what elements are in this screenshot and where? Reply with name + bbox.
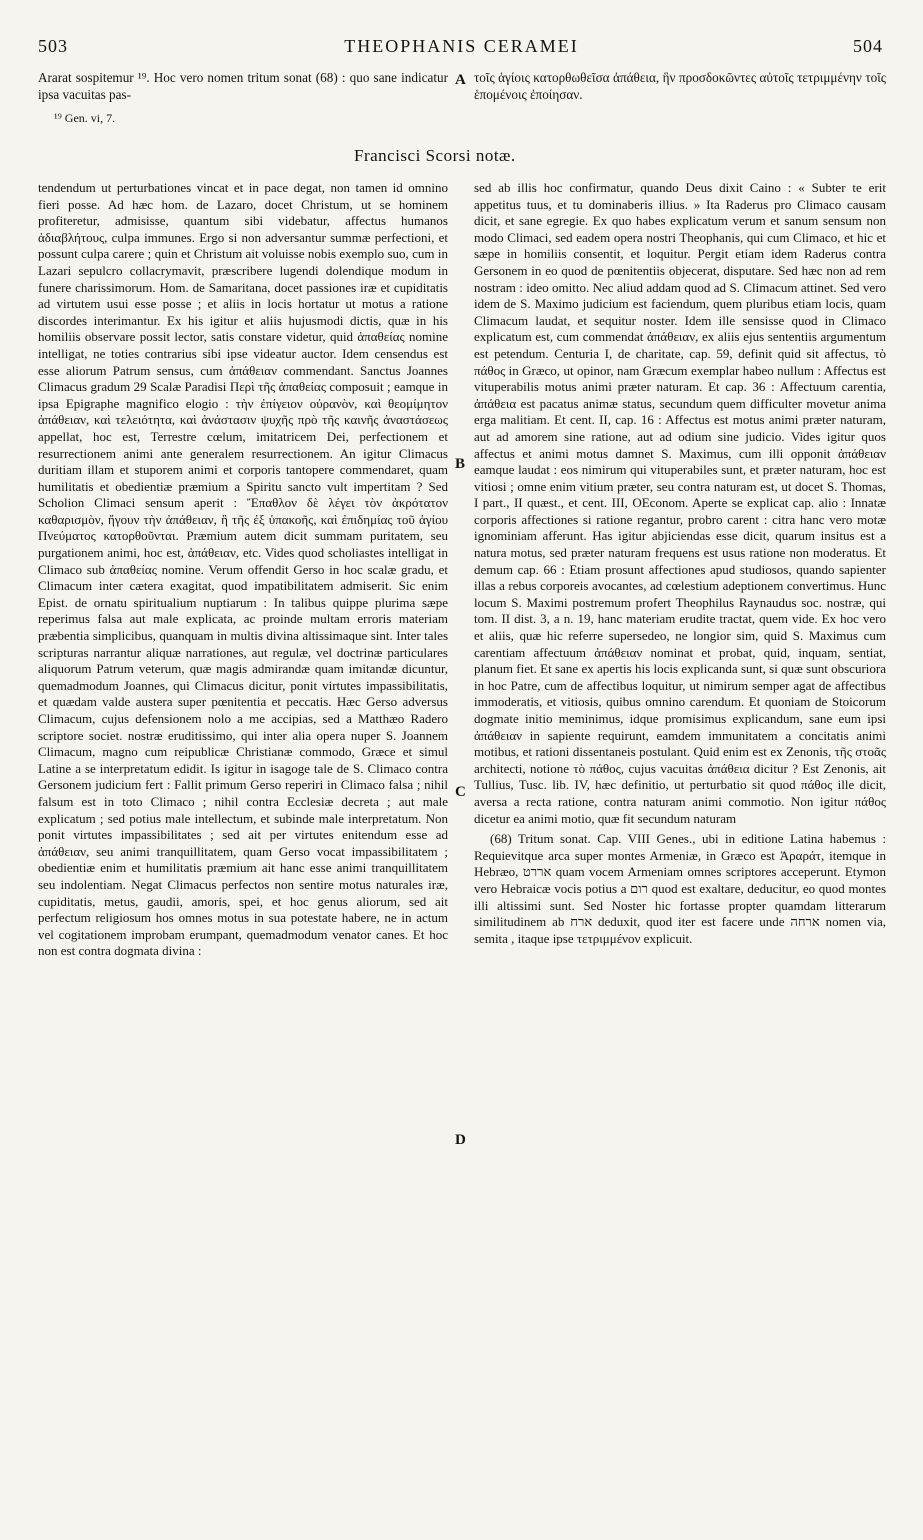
- margin-mark-a: A: [455, 72, 466, 88]
- margin-mark-b: B: [455, 456, 466, 472]
- notes-right-text: sed ab illis hoc confirmatur, quando Deus dixit Caino : « Subter te erit appetitus tuus, et tu dominaberis illius. » Ita Raderus pro Climaco causam dicit, et sane egregie. Ex quo habes explicatum verum et sanum sensum non modo Climaci, sed eadem opera nostri Theophanis, qui cum Climaco, et hic et sæpe in homiliis consentit, et loquitur. Pergit etiam idem Raderus contra Gersonem in eo quod de pœnitentiis objecerat, disputare. Sed hæc non ad rem nostram : ideo omitto. Nec aliud addam quod ad S. Climacum attinet. Sed vero idem de S. Maximo judicium est faciendum, quem pluribus etiam locis, quam Climacum laudat, et sequitur noster. Idem ille sensisse quod in Climaco explicatum est, cum commendat ἀπάθειαν, ex aliis ejus sententiis argumentum est petendum. Centuria I, de charitate, cap. 59, definit quid sit affectus, τὸ πάθος in Græco, ut opinor, nam Græcum exemplar habeo nullum : Affectus est vituperabilis motus animi præter naturam. Et cap. 36 : Affectuum carentia, ἀπάθεια est pacatus animæ status, secundum quem difficulter movetur anima erga malitiam. Et cent. II, cap. 16 : Affectus est motus animi præter naturam, aut ad amorem sine ratione, aut ad odium sine judicio. Vides igitur quos affectus et animi motus damnet S. Maximus, cum illi opponit ἀπάθειαν eamque laudat : eos nimirum qui vituperabiles sunt, et præter naturam, hoc est vitiosi ; omne enim vitium præter, seu contra naturam est, ut docet S. Thomas, I part., II quæst., et cent. III, OEconom. Aperte se explicat cap. alio : Innatæ corporis affectiones si ratione regantur, probro carent : citra hanc vero motæ ignominiam afferunt. Has igitur abjiciendas esse dicit, quarum insitus est a natura motus, sed præter naturam frequens est usus ratione non moderatus. Et demum cap. 66 : Etiam prosunt affectiones apud studiosos, quando sapienter illas a rebus corporeis avocantes, ad cœlestium adeptionem convertimus. Hunc locum S. Maximi postremum profert Theophilus Raynaudus soc. nostræ, qui tom. II dist. 3, a n. 19, hanc materiam erudite tractat, quem vide. Ex hoc vero et aliis, quæ hic referre supersedeo, ne longior sim, quid S. Maximus cum carentiam affectuum ἀπάθειαν nominat et probat, quid, inquam, sentiat, planum fiet. Et sane ex apertis his locis explicanda sunt, si quæ sunt obscuriora in hoc Patre, cum de affectibus loquitur, ut nimirum semper agat de affectibus immoderatis, et vitiosis, quibus omnino carendum. Et quoniam de Stoicorum dogmate initio meminimus, idque promisimus explicandum, sane eum ipsi ἀπάθειαν in sapiente requirunt, eamdem immunitatem a concitatis animi motibus, et rationi dissentaneis postulant. Quid enim est ex Zenonis, τῆς στοᾶς architecti, notione τὸ πάθος, cujus vacuitas ἀπάθεια dicitur ? Est Zenonis, ait Tullius, Tusc. lib. IV, hæc definitio, ut perturbatio sit quod πάθος ille dicit, aversa a recta ratione, contra naturam animi commotio. Non igitur πάθος dicetur ea animi motio, quæ fit secundum naturam: [474, 180, 886, 826]
- top-right-greek-text: τοῖς ἁγίοις κατορθωθεῖσα ἀπάθεια, ἣν προσδοκῶντες αὐτοῖς τετριμμένην τοῖς ἑπομένοις ἐποίησαν.: [474, 70, 886, 102]
- top-right-text-block: [474, 70, 886, 104]
- top-left-text: Ararat sospitemur ¹⁹. Hoc vero nomen tritum sonat (68) : quo sane indicatur ipsa vacuitas pas-: [38, 70, 448, 102]
- margin-mark-d: D: [455, 1132, 466, 1148]
- footnote-19: ¹⁹ Gen. vi, 7.: [54, 110, 116, 125]
- running-title: THEOPHANIS CERAMEI: [344, 36, 579, 56]
- page-number-left: 503: [38, 36, 68, 56]
- notes-left-text: tendendum ut perturbationes vincat et in pace degat, non tamen id omnino fieri posse. Ad hæc hom. de Lazaro, docet Christum, ut se hominem profiteretur, admisisse, quantum sibi videbatur, affectus humanos ἀδιαβλήτους, culpa immunes. Ergo si non adversantur summæ perfectioni, et possunt culpa carere ; quin et Christum ait voluisse nobis exemplo suo, cum in Lazari sepulcro collacrymavit, præscribere lugendi dolendique modum in funere charissimorum. Hom. de Samaritana, docet passiones iræ et cupiditatis ad virtutem usui esse posse ; et aliis in locis hortatur ut motus a ratione discordes interimantur. Ex his igitur et aliis hujusmodi dictis, quæ in his homiliis observare possit lector, satis constare videtur, quid ἀπαθείας nomine intelligat, ne toties contrarius sibi ipse videatur auctor. Idem censendus est esse aliorum Patrum sensus, cum ἀπάθειαν commendant. Sanctus Joannes Climacus gradum 29 Scalæ Paradisi Περὶ τῆς ἀπαθείας composuit ; eamque in ipsa Epigraphe magnifico elogio : τὴν ἐπίγειον οὐρανὸν, καὶ θεομίμητον ἀπάθειαν, καὶ τελειότητα, καὶ ἀνάστασιν ψυχῆς πρὸ τῆς καινῆς ἀναστάσεως appellat, hoc est, Terrestre cœlum, imitatricem Dei, perfectionem et resurrectionem animi ante generalem resurrectionem. An igitur Climacus duritiam illam et stuporem animi et corporis tantopere commendaret, quam humilitatis et obedientiæ præmium a Spiritu sancto vult impertitam ? Sed Scholion Climaci sensum aperit : Ἔπαθλον δὲ λέγει τὸν ἀκρότατον καθαρισμὸν, ἤγουν τὴν ἀπάθειαν, ἣ τῆς ἐξ ὑπακοῆς, καὶ ἐπιδημίας τοῦ ἁγίου Πνεύματος κατορθοῦνται. Præmium autem dicit summam puritatem, seu purgationem animi, hoc est, ἀπάθειαν, etc. Vides quod scholiastes intelligat in Climaco sub ἀπαθείας nomine. Verum offendit Gerso in hoc scalæ gradu, et Climacum inter cætera exagitat, quod impatibilitatem admiserit. Sic enim Epist. de ornatu spiritualium nuptiarum : In talibus quippe plurima sæpe reperimus falsa aut male explicata, ac proinde multam erroris materiam præbentia simplicibus, quanquam in multis divina altissimaque sint. Inter tales scripturas narrantur aliquæ narrationes, aut regulæ, vel doctrinæ particulares aliquorum Patrum veterum, quæ magis admirandæ quam imitandæ dicuntur, quemadmodum Joannes, qui Climacus dicitur, ponit virtutes impassibilitatis, et quædam valde austera super pœnitentia et peccatis. Hæc Gerso adversus Climacum, cujus defensionem nolo a me accipias, sed a Matthæo Radero scriptore societ. nostræ eruditissimo, qui inter alia opera nuper S. Joannem Climacum, magno cum reipublicæ Christianæ commodo, Græce et simul Latine a se interpretatum edidit. Is igitur in isagoge tale de S. Climaco contra Gersonem judicium fert : Fallit primum Gerso reperiri in Climaco falsa ; nihil falsum est in toto Climaco ; nihil contra Ecclesiæ decreta ; aut male explicatum ; sed potius male intellectum, et subinde male interpretatum. Non ponit virtutes impassibilitates ; sed ait per virtutes enitendum esse ad ἀπάθειαν, seu animi tranquillitatem, quam Gerso vocat impassibilitatem ; obedientiæ enim et humilitatis præmium ait hanc esse animi tranquillitatem seu indolentiam. Negat Climacus perfectos non sentire motus naturales iræ, cupiditatis, metus, gaudii, amoris, spei, et hoc genus aliorum, sed ait perfectum religiosum hos omnes motus in sua potestate habere, ne in actum vel cogitationem improbam erumpant, quemadmodum venator canes. Et hoc non est contra dogmata divina :: [38, 180, 448, 959]
- page-header: [0, 36, 923, 60]
- notes-column-left: [38, 180, 448, 1500]
- page-number-right: 504: [853, 36, 883, 56]
- top-left-text-block: [38, 70, 448, 127]
- notes-heading: Francisci Scorsi notæ.: [354, 146, 516, 165]
- note-68: (68) Tritum sonat. Cap. VIII Genes., ubi in editione Latina habemus : Requievitque arca super montes Armeniæ, in Græco est Ἀραράτ, itemque in Hebræo, אררט quam vocem Armeniam omnes scriptores acceperunt. Etymon vero Hebraicæ vocis potius a רום quod est exaltare, deducitur, eo quod montes illi altissimi sunt. Sed Noster hic fortasse propter quamdam litterarum similitudinem ab ארח deduxit, quod iter est facere unde ארחה nomen via, semita , itaque ipse τετριμμένον explicuit.: [474, 831, 886, 946]
- notes-column-right: [474, 180, 886, 1500]
- margin-mark-c: C: [455, 784, 466, 800]
